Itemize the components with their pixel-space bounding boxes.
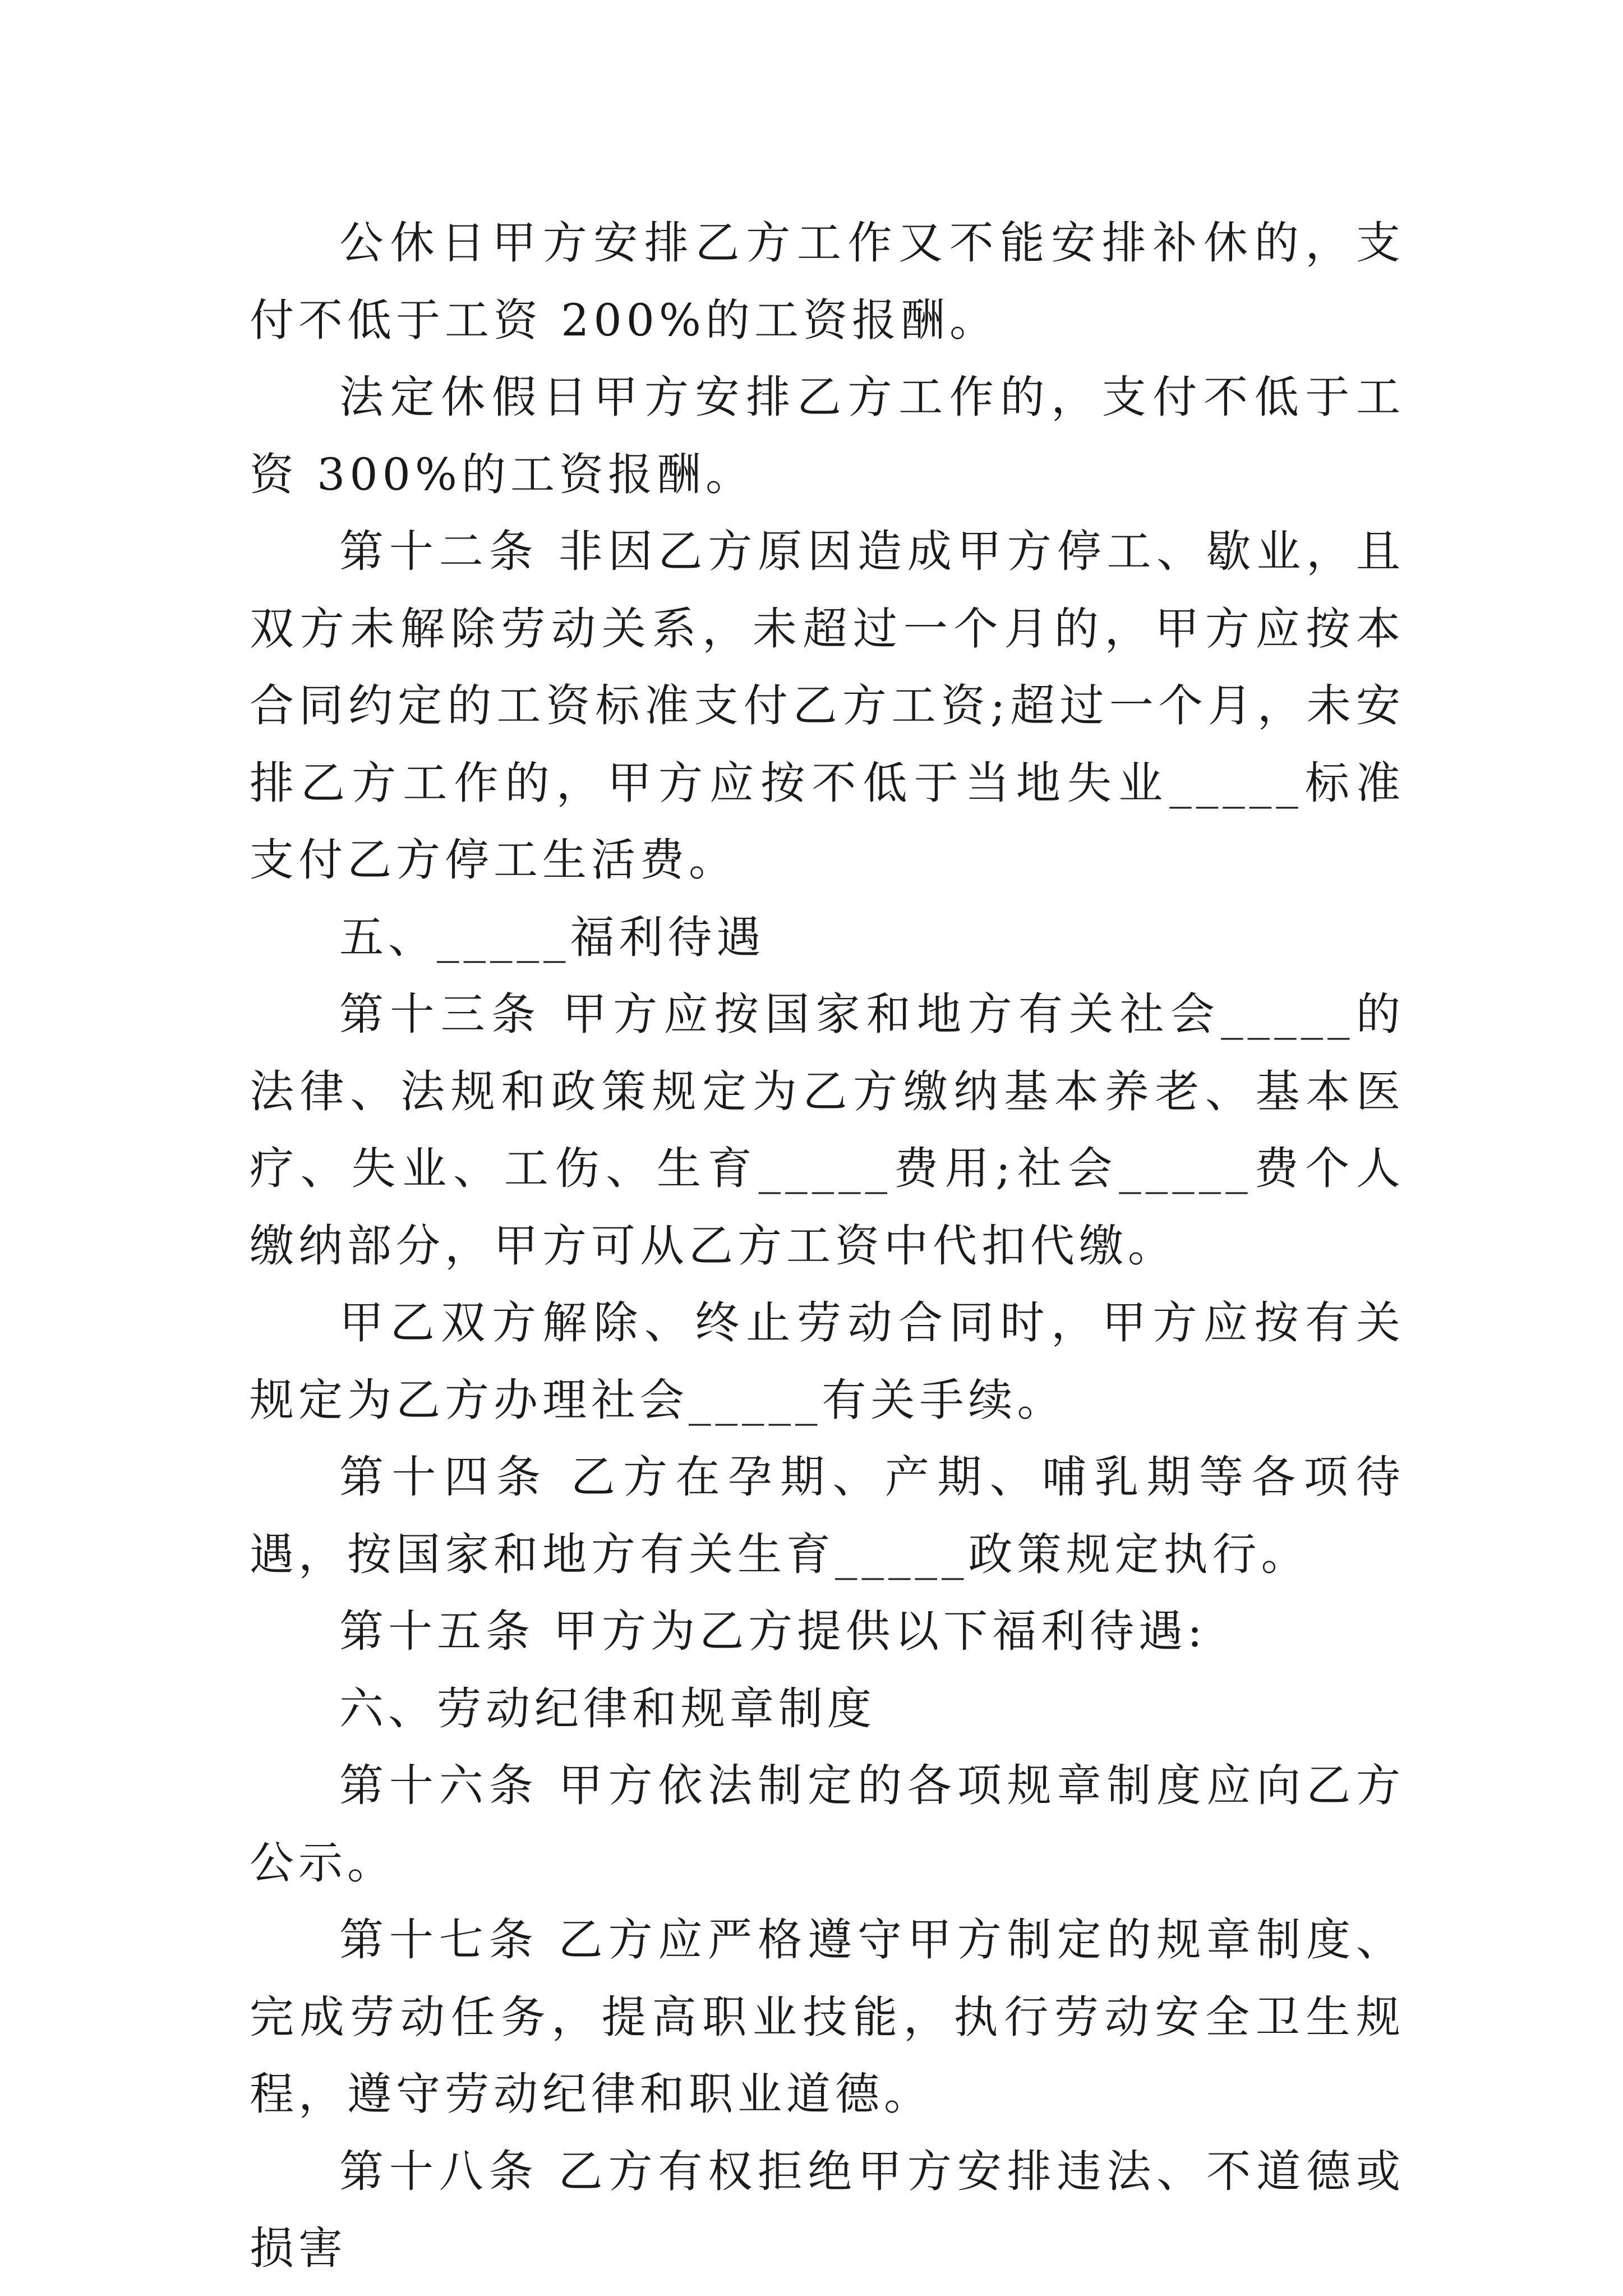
- paragraph-article-12: 第十二条 非因乙方原因造成甲方停工、歇业，且双方未解除劳动关系，未超过一个月的，甲方应按本合同约定的工资标准支付乙方工资;超过一个月，未安排乙方工作的，甲方应按不低于当地失业_____标准支付乙方停工生活费。: [250, 526, 1405, 886]
- paragraph-article-16: 第十六条 甲方依法制定的各项规章制度应向乙方公示。: [250, 1760, 1405, 1889]
- paragraph-article-14: 第十四条 乙方在孕期、产期、哺乳期等各项待遇，按国家和地方有关生育_____政策规定执行。: [250, 1451, 1405, 1580]
- paragraph-rest-day-pay: 公休日甲方安排乙方工作又不能安排补休的，支付不低于工资 200%的工资报酬。: [250, 217, 1405, 346]
- paragraph-article-15: 第十五条 甲方为乙方提供以下福利待遇:: [339, 1605, 1207, 1657]
- document-body: [250, 205, 1405, 2288]
- section-heading-discipline: 六、劳动纪律和规章制度: [339, 1682, 876, 1734]
- paragraph-article-17: 第十七条 乙方应严格遵守甲方制定的规章制度、完成劳动任务，提高职业技能，执行劳动安全卫生规程，遵守劳动纪律和职业道德。: [250, 1914, 1405, 2120]
- paragraph-termination-insurance: 甲乙双方解除、终止劳动合同时，甲方应按有关规定为乙方办理社会_____有关手续。: [250, 1297, 1405, 1426]
- paragraph-holiday-pay: 法定休假日甲方安排乙方工作的，支付不低于工资 300%的工资报酬。: [250, 371, 1405, 500]
- paragraph-article-18: 第十八条 乙方有权拒绝甲方安排违法、不道德或损害: [250, 2145, 1405, 2274]
- section-heading-welfare: 五、_____福利待遇: [339, 911, 766, 963]
- paragraph-article-13: 第十三条 甲方应按国家和地方有关社会_____的法律、法规和政策规定为乙方缴纳基本养老、基本医疗、失业、工伤、生育_____费用;社会_____费个人缴纳部分，甲方可从乙方工资中代扣代缴。: [250, 988, 1405, 1272]
